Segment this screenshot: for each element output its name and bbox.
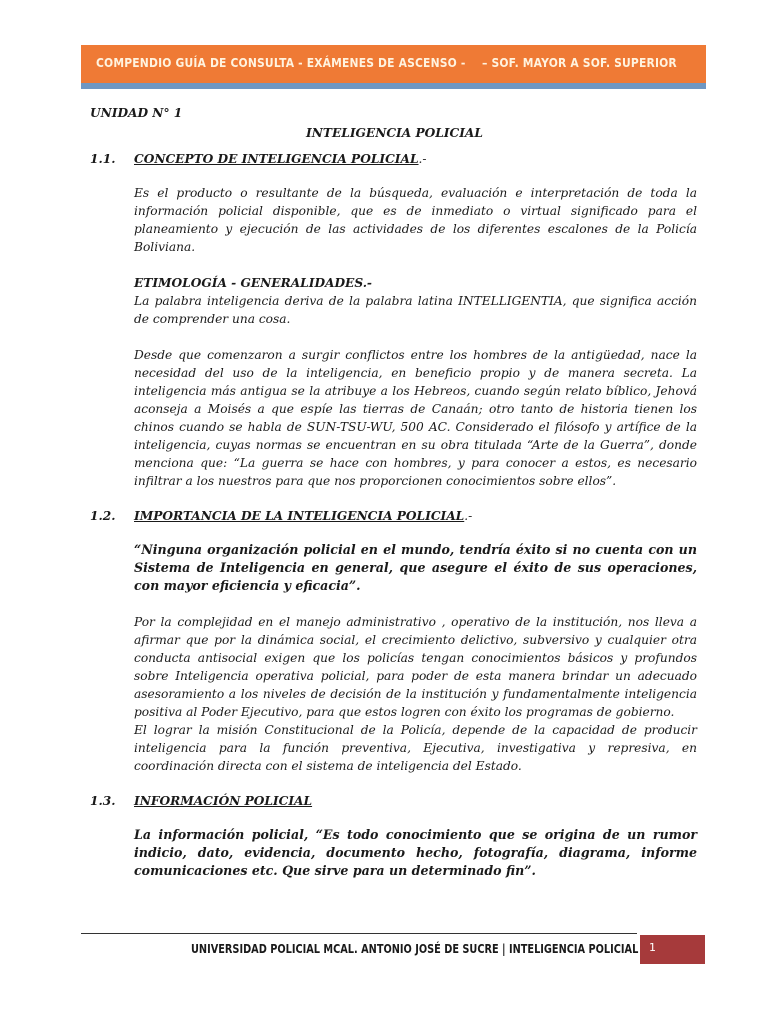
document-title: INTELIGENCIA POLICIAL (306, 126, 483, 140)
section-1-1-paragraph (134, 184, 697, 490)
section-1-2-paragraph (134, 541, 697, 775)
footer-text: UNIVERSIDAD POLICIAL MCAL. ANTONIO JOSÉ DE SUCRE | INTELIGENCIA POLICIAL (191, 941, 639, 956)
footer-divider (81, 933, 637, 934)
header-accent-strip (81, 83, 706, 89)
mission-paragraph: El lograr la misión Constitucional de la Policía, depende de la capacidad de producir inteligencia para la función preventiva, Ejecutiva, investigativa y represiva, en coordinación directa con el sistema de inteligencia del Estado. (134, 723, 697, 773)
definition-paragraph: Es el producto o resultante de la búsqueda, evaluación e interpretación de toda la información policial disponible, que es de inmediato o virtual significado para el planeamiento y ejecución de las actividades de los diferentes escalones de la Policía Boliviana. (134, 186, 697, 254)
header-right-text: – SOF. MAYOR A SOF. SUPERIOR (482, 55, 677, 70)
importance-quote: “Ninguna organización policial en el mundo, tendría éxito si no cuenta con un Sistema de Inteligencia en general, que asegure el éxito de sus operaciones, con mayor eficiencia y eficacia”. (134, 542, 697, 593)
etymology-paragraph: La palabra inteligencia deriva de la palabra latina INTELLIGENTIA, que significa acción de comprender una cosa. (134, 294, 697, 326)
section-heading-1-1 (90, 150, 697, 168)
history-paragraph: Desde que comenzaron a surgir conflictos entre los hombres de la antigüedad, nace la necesidad del uso de la inteligencia, en beneficio propio y de manera secreta. La inteligencia más antigua se la atribuye a los Hebreos, cuando según relato bíblico, Jehová aconseja a Moisés a que espíe las tierras de Canaán; otro tanto de historia tienen los chinos cuando se habla de SUN-TSU-WU, 500 AC. Considerado el filósofo y artífice de la inteligencia, cuyas normas se encuentran en su obra titulada “Arte de la Guerra”, donde menciona que: “La guerra se hace con hombres, y para conocer a estos, es necesario infiltrar a los nuestros para que nos proporcionen conocimientos sobre ellos”. (134, 348, 697, 488)
complexity-paragraph: Por la complejidad en el manejo administrativo , operativo de la institución, nos lleva a afirmar que por la dinámica social, el crecimiento delictivo, subversivo y cualquier otra conducta antisocial exigen que los policías tengan conocimientos básicos y profundos sobre Inteligencia operativa policial, para poder de esta manera brindar un adecuado asesoramiento a los niveles de decisión de la institución y fundamentalmente inteligencia positiva al Poder Ejecutivo, para que estos logren con éxito los programas de gobierno. (134, 615, 697, 719)
document-body (90, 104, 697, 880)
section-title-suffix: .- (418, 152, 427, 166)
section-heading-1-2 (90, 507, 697, 525)
header-left-text: COMPENDIO GUÍA DE CONSULTA - EXÁMENES DE ASCENSO - (96, 55, 466, 70)
section-1-3-paragraph (134, 826, 697, 880)
section-number: 1.3. (90, 794, 116, 808)
information-quote: La información policial, “Es todo conocimiento que se origina de un rumor indicio, dato, evidencia, documento hecho, fotografía, diagrama, informe comunicaciones etc. Que sirve para un determinado fin”. (134, 827, 697, 878)
unit-label: UNIDAD N° 1 (90, 106, 183, 120)
section-heading-1-3 (90, 792, 697, 810)
section-title: IMPORTANCIA DE LA INTELIGENCIA POLICIAL (134, 509, 465, 523)
page-number: 1 (649, 941, 656, 954)
section-title: CONCEPTO DE INTELIGENCIA POLICIAL (134, 152, 419, 166)
section-number: 1.2. (90, 509, 116, 523)
etymology-heading: ETIMOLOGÍA - GENERALIDADES.- (134, 276, 372, 290)
section-title-suffix: .- (464, 509, 473, 523)
section-title: INFORMACIÓN POLICIAL (134, 794, 313, 808)
section-number: 1.1. (90, 152, 116, 166)
